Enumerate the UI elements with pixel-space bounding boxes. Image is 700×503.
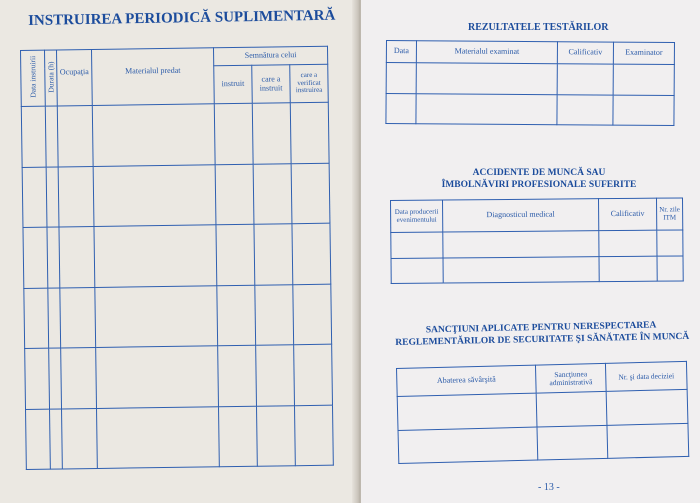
- sanctions-title: [395, 320, 690, 350]
- header-data-producerii: Data producerii evenimentului: [391, 200, 443, 232]
- header-materialul-examinat: Materialul examinat: [416, 41, 557, 64]
- accidents-table: [390, 197, 684, 284]
- accidents-title-line2: ÎMBOLNĂVIRI PROFESIONALE SUFERITE: [441, 179, 637, 190]
- left-page-title: INSTRUIREA PERIODICĂ SUPLIMENTARĂ: [28, 7, 336, 29]
- table-row: [21, 102, 329, 167]
- header-semnatura-celui: Semnătura celui: [213, 46, 327, 66]
- header-sanctiunea-administrativa: Sancţiunea administrativă: [535, 363, 606, 393]
- header-materialul-predat: Materialul predat: [92, 48, 215, 106]
- header-nr-data-deciziei: Nr. şi data deciziei: [605, 361, 687, 391]
- table-row: [386, 93, 674, 126]
- header-abaterea-savarsita: Abaterea săvârşită: [397, 365, 537, 396]
- header-data: Data: [386, 41, 416, 63]
- header-instruit: instruit: [214, 65, 253, 104]
- test-results-title: REZULTATELE TESTĂRILOR: [468, 22, 609, 33]
- header-diagnosticul-medical: Diagnosticul medical: [443, 199, 599, 232]
- header-data-instruirii: Data instruirii: [21, 50, 46, 106]
- header-calificativ: Calificativ: [557, 42, 613, 64]
- header-durata: Durata (h): [45, 50, 58, 106]
- instruction-table: [20, 46, 334, 470]
- right-page: [361, 0, 700, 503]
- table-row: [24, 284, 332, 349]
- table-row: [391, 230, 683, 258]
- table-row: [25, 344, 333, 409]
- test-results-table: [385, 40, 675, 126]
- sanctions-title-line2: REGLEMENTĂRILOR DE SECURITATE ŞI SĂNĂTATE ÎN MUNCĂ: [395, 331, 690, 348]
- table-row: [22, 163, 330, 228]
- accidents-title-line1: ACCIDENTE DE MUNCĂ SAU: [472, 168, 606, 178]
- accidents-title: [439, 168, 639, 192]
- header-calificativ-2: Calificativ: [598, 198, 656, 231]
- page-number: - 13 -: [538, 482, 560, 493]
- header-care-a-verificat: care a verificat instruirea: [290, 64, 329, 103]
- table-row: [23, 223, 331, 288]
- sanctions-table: [396, 361, 689, 464]
- header-care-a-instruit: care a instruit: [252, 65, 291, 104]
- table-row: [391, 255, 683, 283]
- sanctions-title-line1: SANCŢIUNI APLICATE PENTRU NERESPECTAREA: [425, 320, 657, 336]
- header-examinator: Examinator: [613, 42, 674, 64]
- table-row: [26, 405, 334, 470]
- header-nr-zile-itm: Nr. zile ITM: [656, 198, 682, 230]
- table-row: [398, 423, 689, 464]
- header-ocupatia: Ocupaţia: [57, 50, 93, 106]
- table-row: [386, 63, 674, 96]
